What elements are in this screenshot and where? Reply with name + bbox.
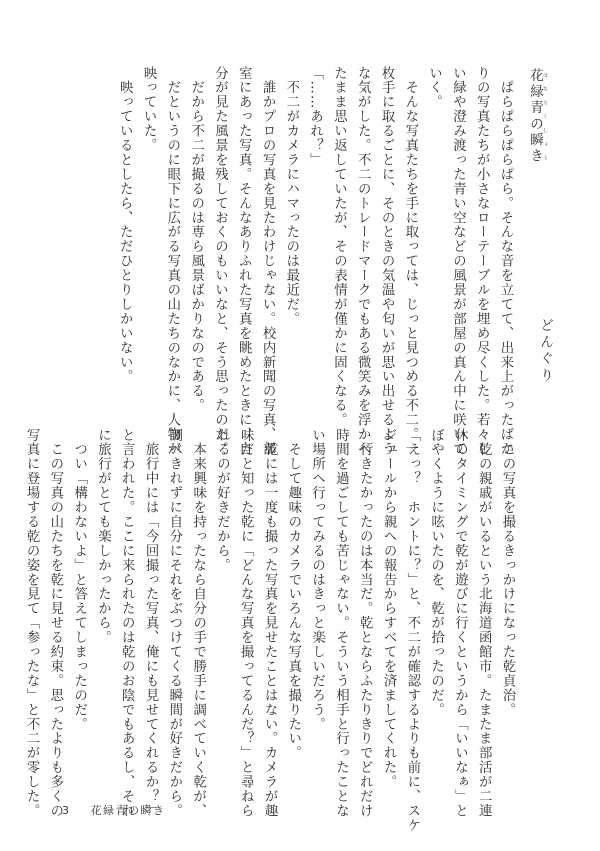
author-name: どんぐり [537, 318, 553, 385]
text-line: 不二がカメラにハマったのは最近だ。 [283, 66, 299, 327]
story-title [527, 68, 548, 165]
text-line: この写真を撮るきっかけになった乾貞治。 [500, 428, 515, 717]
text-line: 休のタイミングで乾が遊びに行くというから「いいなぁ」と [452, 428, 468, 819]
story-title-text: 花緑青の瞬き [527, 68, 543, 165]
text-line: 行きたかったのは本当だ。乾とならふたりきりでどれだけ [357, 428, 373, 819]
text-line: 「……あれ？」 [307, 66, 323, 168]
text-line: 旅行中には「今回撮った写真、俺にも見せてくれるか？」 [143, 428, 159, 819]
text-line: そして趣味のカメラでいろんな写真を撮りたい。 [285, 428, 301, 761]
text-line: 乾の親戚がいるという北海道函館市。たまたま部活が二連 [476, 428, 492, 819]
text-line: 調べきれずに自分にそれをぶつけてくる瞬間が好きだから。 [166, 428, 182, 819]
text-line: な気がした。不二のトレードマークでもある微笑みを浮かべ [355, 66, 371, 457]
running-title: 花緑青の瞬き [90, 804, 166, 817]
story-title-ruby: はなろくしょう [542, 68, 548, 165]
text-line: 本来興味を持ったなら自分の手で勝手に調べていく乾が、 [190, 428, 206, 819]
text-line: 分が見た風景を残しておくのもいいなと、そう思ったのだ。 [212, 66, 228, 457]
text-line: りの写真たちが小さなローテーブルを埋め尽くした。若々し [474, 66, 490, 457]
text-line: だから不二が撮るのは専ら風景ばかりなのである。 [188, 66, 204, 413]
text-line: この写真の山たちを乾に見せる約束。思ったよりも多くの [47, 428, 63, 819]
body-text-upper [112, 66, 517, 457]
page-footer [62, 802, 166, 818]
text-line: だというのに眼下に広がる写真の山たちのなかに、人物が [164, 66, 180, 457]
text-line: 枚手に取るごとに、そのときの気温や匂いが思い出せるよう [379, 66, 395, 457]
text-line: い場所へ行ってみるのはきっと楽しいだろう。 [309, 428, 325, 732]
text-line: 写真に登場する乾の姿を見て「参ったな」と不二が零した。 [24, 428, 40, 819]
text-line: 「えっ？ ホントに？」と、不二が確認するよりも前に、スケ [404, 428, 420, 833]
text-line: れるのが好きだから。 [214, 428, 230, 573]
text-line: 味だと知った乾に「どんな写真を撮ってるんだ？」と尋ねら [238, 428, 254, 819]
text-line: 映っていた。 [141, 66, 157, 153]
text-line: 乾には一度も撮った写真を見せたことはない。カメラが趣 [262, 428, 278, 819]
page-number: 3 [62, 804, 71, 817]
text-line: そんな写真たちを手に取っては、じっと見つめる不二。一 [402, 66, 418, 457]
text-line: いく。 [426, 66, 442, 110]
text-line: たまま思い返していたが、その表情が僅かに固くなる。 [331, 66, 347, 428]
text-line: 室にあった写真。そんなありふれた写真を眺めたときに、自 [236, 66, 252, 457]
text-line: ジュールから親への報告からすべてを済ましてくれた。 [381, 428, 397, 790]
text-line: 誰かプロの写真を見たわけじゃない。校内新聞の写真、部 [260, 66, 276, 457]
text-line: い緑や澄み渡った青い空などの風景が部屋の真ん中に咲いて [450, 66, 466, 457]
text-line: ぼやくように呟いたのを、乾が拾ったのだ。 [428, 428, 444, 717]
text-line: に旅行がとても楽しかったから。 [95, 428, 111, 645]
text-line: と言われた。ここに来られたのは乾のお陰でもあるし、それ [119, 428, 135, 819]
text-line: 映っているとしたら、ただひとりしかいない。 [117, 66, 133, 384]
text-line: ぱらぱらぱらぱら。そんな音を立てて、出来上がったばか [498, 66, 513, 457]
text-line: つい「構わないよ」と答えてしまったのだ。 [71, 428, 87, 732]
text-line: 時間を過ごしても苦じゃない。そういう相手と行ったことな [333, 428, 349, 819]
